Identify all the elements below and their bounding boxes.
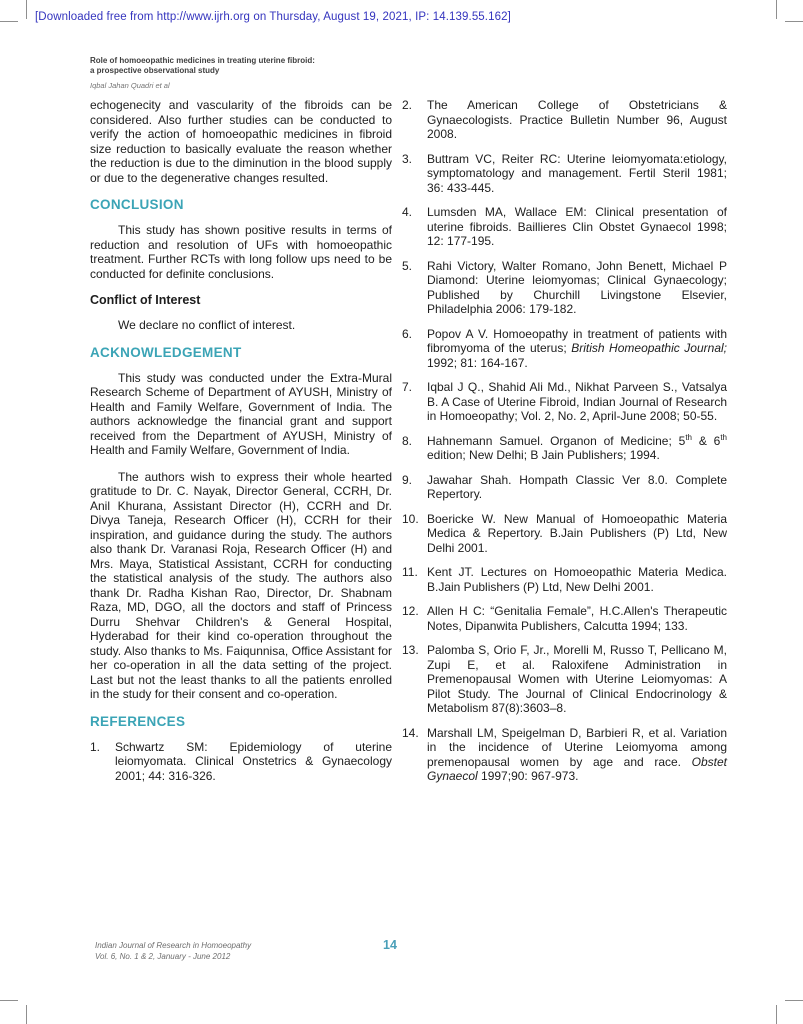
reference-item: [402, 259, 727, 317]
reference-number: 7.: [402, 380, 413, 394]
reference-item: [402, 473, 727, 502]
reference-item: [402, 152, 727, 196]
running-title-line1: Role of homoeopathic medicines in treating uterine fibroid:: [90, 56, 315, 65]
reference-item: [402, 565, 727, 594]
crop-mark-top-right-horizontal: [785, 21, 803, 22]
reference-number: 1.: [90, 739, 101, 754]
crop-mark-top-left-horizontal: [0, 21, 18, 22]
intro-paragraph: echogenecity and vascularity of the fibroids can be considered. Also further studies can be conducted to verify the action of homoeopathic medicines in fibroid size reduction to basically evaluate the reason whether the reduction is due to the diminution in the blood supply or due to the degenerative changes resulted.: [90, 98, 392, 185]
reference-number: 2.: [402, 98, 413, 112]
footer-journal-info: [95, 940, 251, 962]
reference-number: 6.: [402, 326, 413, 341]
running-title: [90, 56, 727, 76]
reference-item: [402, 604, 727, 633]
reference-item: [90, 740, 392, 784]
two-column-layout: [90, 98, 727, 784]
reference-text: Jawahar Shah. Hompath Classic Ver 8.0. Complete Repertory.: [427, 472, 727, 501]
page-content: [90, 56, 727, 784]
acknowledgement-paragraph-2: The authors wish to express their whole hearted gratitude to Dr. C. Nayak, Director General, CCRH, Dr. Anil Khurana, Assistant Director (H), CCRH and Dr. Divya Taneja, Research Officer (H), CCRH for their inspiration, and guidance during the study. The authors also thank Dr. Varanasi Roja, Research Officer (H) and Mrs. Maya, Statistical Assistant, CCRH for conducting the statistical analysis of the study. The authors also thank Dr. Radha Kishan Rao, Director, Dr. Shabnam Raza, MD, DGO, all the doctors and staff of Princess Durru Shehvar Children's & General Hospital, Hyderabad for their kind co-operation throughout the study. Also thanks to Ms. Faiqunnisa, Office Assistant for her co-operation in all the data setting of the project. Last but not the least thanks to all the patients enrolled in the study for their consent and co-operation.: [90, 469, 392, 701]
reference-number: 8.: [402, 433, 413, 448]
reference-number: 4.: [402, 205, 413, 219]
reference-item: [402, 380, 727, 424]
reference-item: [402, 434, 727, 463]
reference-text: Popov A V. Homoeopathy in treatment of patients with fibromyoma of the uterus; British Homeopathic Journal; 1992; 81: 164-167.: [427, 326, 727, 370]
reference-item: [402, 643, 727, 716]
reference-text: Marshall LM, Speigelman D, Barbieri R, et al. Variation in the incidence of Uterine Leiomyoma among premenopausal women by age and race. Obstet Gynaecol 1997;90: 967-973.: [427, 725, 727, 783]
running-authors: Iqbal Jahan Quadri et al: [90, 81, 170, 90]
reference-item: [402, 512, 727, 556]
conclusion-paragraph: This study has shown positive results in terms of reduction and resolution of UFs with homoeopathic treatment. Further RCTs with long follow ups need to be conducted for definite conclusions.: [90, 223, 392, 281]
reference-number: 5.: [402, 258, 413, 273]
download-banner: [Downloaded free from http://www.ijrh.org on Thursday, August 19, 2021, IP: 14.139.55.162]: [35, 11, 511, 23]
reference-text: Kent JT. Lectures on Homoeopathic Materia Medica. B.Jain Publishers (P) Ltd, New Delhi 2001.: [427, 565, 727, 594]
conflict-of-interest-paragraph: We declare no conflict of interest.: [118, 318, 296, 332]
reference-text: The American College of Obstetricians & Gynaecologists. Practice Bulletin Number 96, August 2008.: [427, 98, 727, 141]
left-column: [90, 98, 392, 784]
reference-text: Boericke W. New Manual of Homoeopathic Materia Medica & Repertory. B.Jain Publishers (P) Ltd, New Delhi 2001.: [427, 511, 727, 555]
footer-journal-issue: Vol. 6, No. 1 & 2, January - June 2012: [95, 952, 231, 961]
running-title-line2: a prospective observational study: [90, 66, 220, 75]
reference-list-left: [90, 740, 392, 784]
reference-item: [402, 327, 727, 371]
crop-mark-bottom-right-horizontal: [785, 1000, 803, 1001]
reference-number: 14.: [402, 725, 419, 740]
reference-text: Buttram VC, Reiter RC: Uterine leiomyomata:etiology, symptomatology and management. Fertil Steril 1981; 36: 433-445.: [427, 151, 727, 195]
footer-journal-name: Indian Journal of Research in Homoeopathy: [95, 941, 252, 950]
crop-mark-top-left-vertical: [26, 0, 27, 19]
reference-number: 13.: [402, 643, 419, 657]
reference-text: Hahnemann Samuel. Organon of Medicine; 5th & 6th edition; New Delhi; B Jain Publishers; 1994.: [427, 432, 727, 462]
reference-item: [402, 205, 727, 249]
right-column: [402, 98, 727, 784]
reference-text: Palomba S, Orio F, Jr., Morelli M, Russo T, Pellicano M, Zupi E, et al. Raloxifene Administration in Premenopausal Women with Uterine Leiomyomas: A Pilot Study. The Journal of Clinical Endocrinology & Metabolism 87(8):3603–8.: [427, 643, 727, 715]
reference-number: 10.: [402, 511, 419, 526]
reference-item: [402, 98, 727, 142]
reference-number: 12.: [402, 604, 419, 618]
reference-number: 3.: [402, 151, 413, 166]
crop-mark-bottom-left-horizontal: [0, 1000, 18, 1001]
references-heading: REFERENCES: [90, 713, 186, 729]
reference-text: Rahi Victory, Walter Romano, John Benett, Michael P Diamond: Uterine leiomyomas; Clinical Gynaecology; Published by Churchill Livingstone Elsevier, Philadelphia 2006: 179-182.: [427, 258, 727, 316]
page-number: 14: [383, 938, 397, 952]
acknowledgement-heading: ACKNOWLEDGEMENT: [90, 344, 242, 360]
running-header: [90, 56, 727, 90]
reference-item: [402, 726, 727, 784]
crop-mark-bottom-left-vertical: [26, 1005, 27, 1024]
conclusion-heading: CONCLUSION: [90, 197, 184, 212]
reference-text: Schwartz SM: Epidemiology of uterine leiomyomata. Clinical Onstetrics & Gynaecology 2001; 44: 316-326.: [115, 739, 392, 783]
reference-number: 11.: [402, 565, 418, 579]
reference-list-right: [402, 98, 727, 784]
acknowledgement-paragraph-1: This study was conducted under the Extra-Mural Research Scheme of Department of AYUSH, Ministry of Health and Family Welfare, Government of India. The authors acknowledge the financial grant and support received from the Department of AYUSH, Ministry of Health and Family Welfare, Government of India.: [90, 370, 392, 457]
reference-text: Iqbal J Q., Shahid Ali Md., Nikhat Parveen S., Vatsalya B. A Case of Uterine Fibroid, Indian Journal of Research in Homoeopathy; Vol. 2, No. 2, April-June 2008; 50-55.: [427, 380, 727, 423]
reference-text: Lumsden MA, Wallace EM: Clinical presentation of uterine fibroids. Baillieres Clin Obstet Gynaecol 1998; 12: 177-195.: [427, 205, 727, 248]
reference-number: 9.: [402, 472, 413, 487]
crop-mark-bottom-right-vertical: [776, 1005, 777, 1024]
reference-text: Allen H C: “Genitalia Female”, H.C.Allen's Therapeutic Notes, Dipanwita Publishers, Calcutta 1994; 133.: [427, 604, 727, 633]
crop-mark-top-right-vertical: [776, 0, 777, 19]
conflict-of-interest-heading: Conflict of Interest: [90, 293, 201, 307]
